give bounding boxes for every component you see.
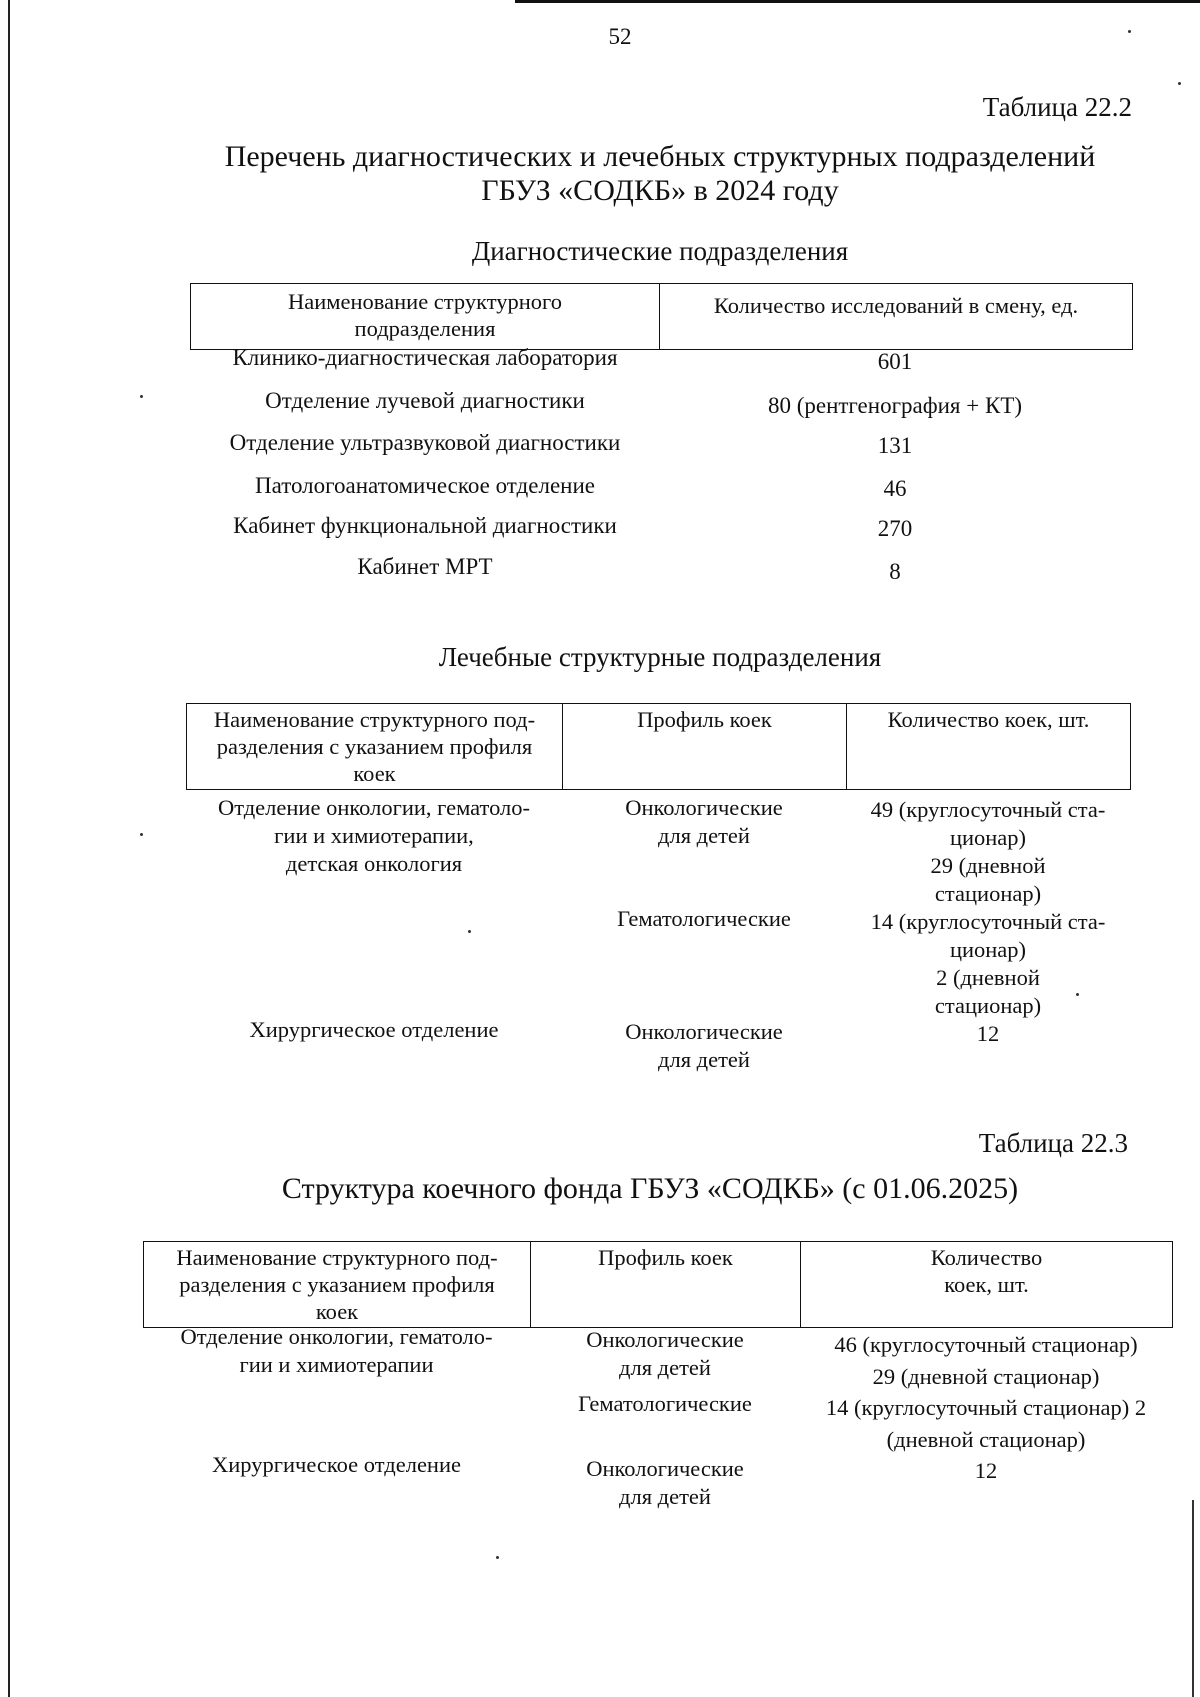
table-row-value: 270 xyxy=(877,516,913,541)
table-row-name: Отделение онкологии, гематоло- гии и химиотерапии, детская онкология xyxy=(217,795,531,876)
table-row-count: 46 (круглосуточный стационар) 29 (дневной стационар) xyxy=(834,1332,1138,1389)
table-row-value: 131 xyxy=(877,433,913,458)
table-row-name: Отделение онкологии, гематоло- гии и химиотерапии xyxy=(180,1324,493,1377)
diagnostic-table-header xyxy=(190,283,1133,350)
table-row-count: 14 (круглосуточный ста- ционар) 2 (дневной стационар) xyxy=(870,909,1106,1018)
scan-edge-left xyxy=(8,0,10,1697)
section-heading: Диагностические подразделения xyxy=(471,236,849,266)
table-row-name: Клинико-диагностическая лаборатория xyxy=(232,345,618,370)
table-row-count: 12 xyxy=(976,1021,1000,1046)
header-cell: Наименование структурного подразделения xyxy=(191,284,660,350)
scan-speck xyxy=(140,395,143,398)
table-title xyxy=(150,140,1170,208)
table-row-value: 80 (рентгенография + КТ) xyxy=(767,393,1023,418)
table-row-name: Хирургическое отделение xyxy=(249,1017,499,1042)
page-number: 52 xyxy=(608,24,632,49)
header-cell: Количество коек, шт. xyxy=(847,704,1131,790)
header-cell: Количество исследований в смену, ед. xyxy=(660,284,1133,350)
header-cell: Количество коек, шт. xyxy=(801,1242,1173,1328)
section-heading: Лечебные структурные подразделения xyxy=(438,642,882,672)
table-row-profile: Гематологические xyxy=(617,906,791,931)
scan-speck xyxy=(1128,30,1131,33)
treatment-table-header xyxy=(186,703,1131,790)
scan-edge-right xyxy=(1192,1500,1194,1697)
header-cell: Наименование структурного под- разделения с указанием профиля коек xyxy=(187,704,563,790)
table-row-name: Хирургическое отделение xyxy=(212,1452,461,1477)
table-row-name: Патологоанатомическое отделение xyxy=(255,473,595,498)
scan-speck xyxy=(468,930,471,933)
table-row-profile: Онкологические для детей xyxy=(586,1456,744,1509)
scan-speck xyxy=(1178,82,1181,85)
bed-fund-table-header xyxy=(143,1241,1173,1328)
scan-speck xyxy=(496,1556,499,1559)
table-row-profile: Гематологические xyxy=(578,1391,752,1416)
table-row-profile: Онкологические для детей xyxy=(625,1019,783,1072)
table-row-name: Отделение ультразвуковой диагностики xyxy=(229,430,621,455)
table-row-value: 8 xyxy=(889,559,901,584)
table-row-count: 12 xyxy=(974,1458,998,1483)
scan-speck xyxy=(140,833,143,836)
table-row-profile: Онкологические для детей xyxy=(625,795,783,848)
header-cell: Профиль коек xyxy=(531,1242,801,1328)
table-row-profile: Онкологические для детей xyxy=(586,1327,744,1380)
table-label: Таблица 22.3 xyxy=(978,1128,1128,1158)
table-row-name: Кабинет МРТ xyxy=(357,554,493,579)
header-cell: Наименование структурного под- разделения с указанием профиля коек xyxy=(144,1242,531,1328)
table-row-name: Кабинет функциональной диагностики xyxy=(233,513,617,538)
table-title-line: Перечень диагностических и лечебных структурных подразделений xyxy=(224,140,1096,173)
table-label: Таблица 22.2 xyxy=(982,92,1132,122)
header-cell: Профиль коек xyxy=(563,704,847,790)
table-row-count: 14 (круглосуточный стационар) 2 (дневной стационар) xyxy=(825,1395,1147,1452)
table-row-value: 601 xyxy=(877,349,913,374)
table-title: Структура коечного фонда ГБУЗ «СОДКБ» (с 01.06.2025) xyxy=(281,1172,1019,1205)
table-row-count: 49 (круглосуточный ста- ционар) 29 (дневной стационар) xyxy=(870,797,1106,906)
table-title-line: ГБУЗ «СОДКБ» в 2024 году xyxy=(481,174,839,207)
scan-edge-top xyxy=(515,0,1200,3)
table-row-name: Отделение лучевой диагностики xyxy=(265,388,585,413)
table-row-value: 46 xyxy=(883,476,907,501)
